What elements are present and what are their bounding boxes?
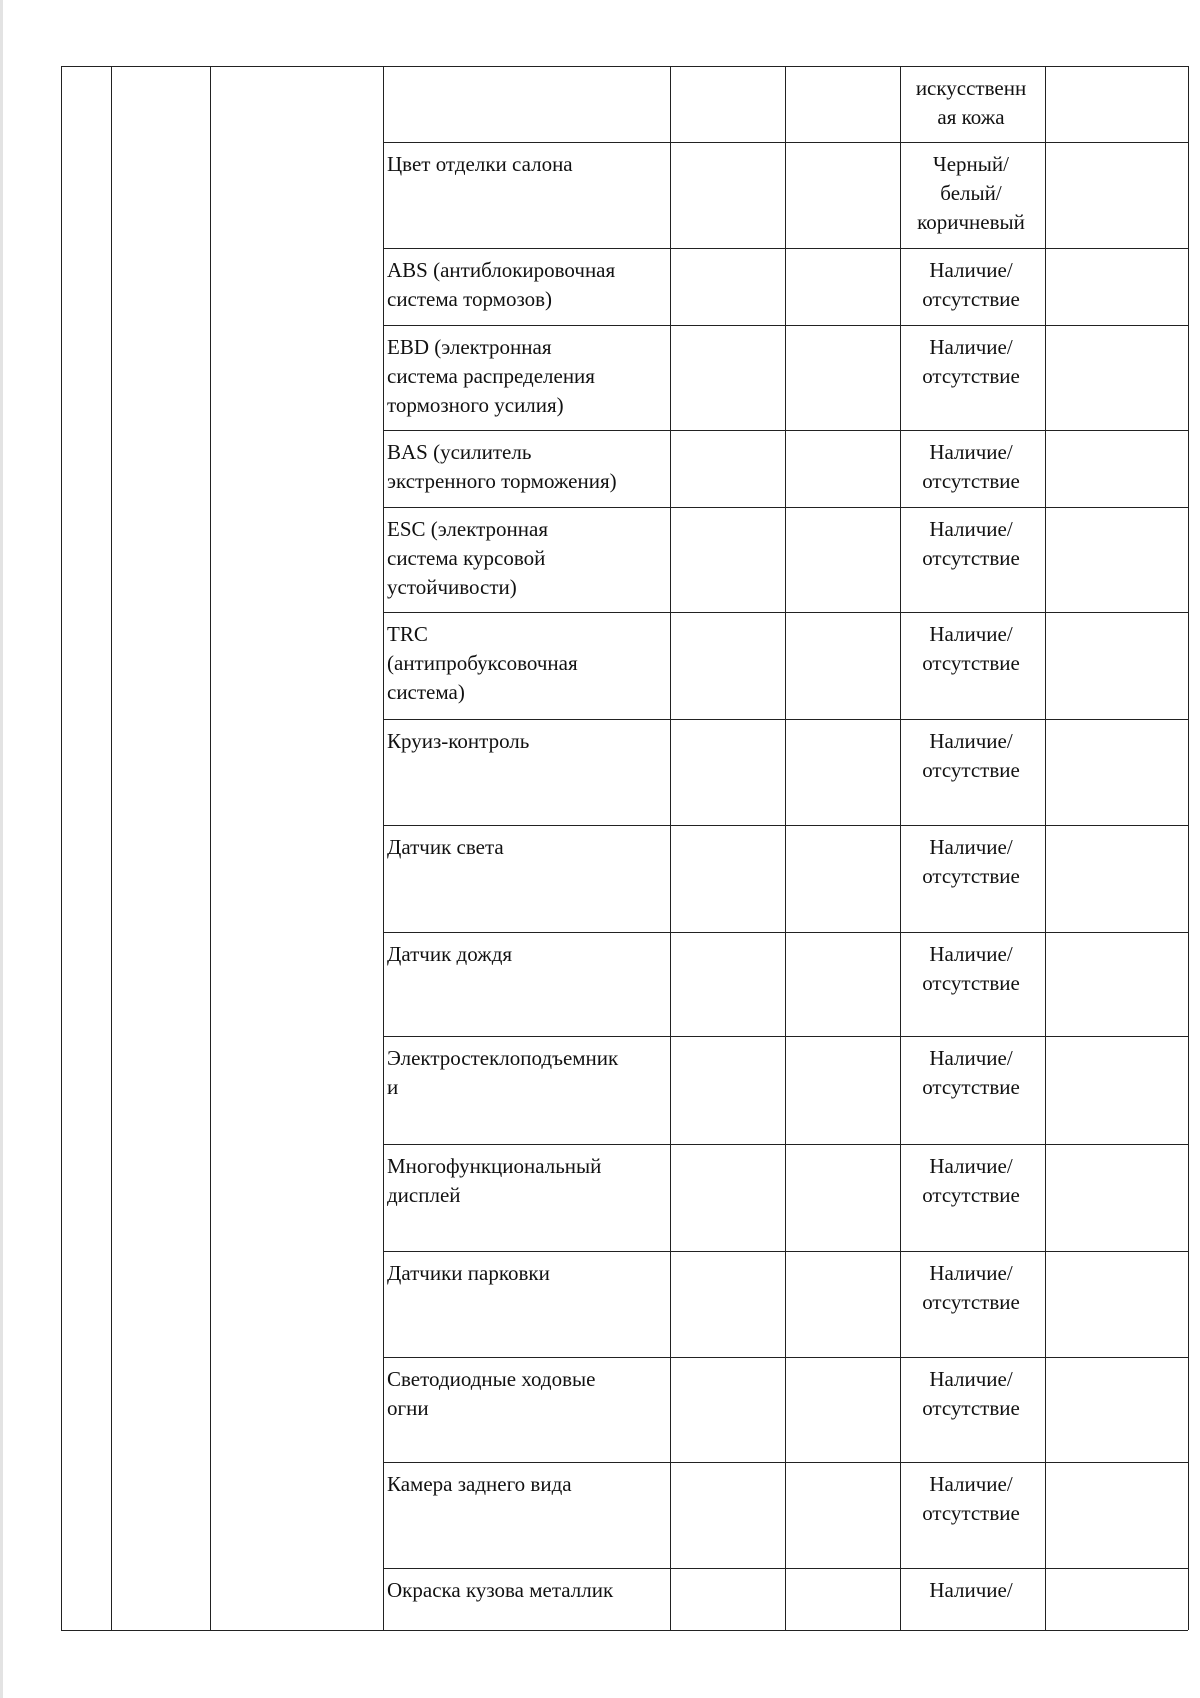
row-divider <box>383 1462 1188 1463</box>
value-cell: Наличие/ отсутствие <box>922 1046 1020 1099</box>
row-divider <box>383 719 1188 720</box>
parameter-cell: Датчики парковки <box>387 1261 550 1285</box>
parameter-cell: ESC (электронная система курсовой устойчивости) <box>387 517 549 599</box>
value-cell: Наличие/ отсутствие <box>922 1472 1020 1525</box>
parameter-cell: Датчик света <box>387 835 504 859</box>
row-divider <box>383 1568 1188 1569</box>
column-border-4 <box>1188 66 1189 1630</box>
parameter-cell: Многофункциональный дисплей <box>387 1154 602 1207</box>
parameter-cell: Круиз-контроль <box>387 729 530 753</box>
value-cell: Наличие/ отсутствие <box>922 440 1020 493</box>
value-cell: Наличие/ отсутствие <box>922 622 1020 675</box>
value-cell: Наличие/ отсутствие <box>922 517 1020 570</box>
parameter-cell: Светодиодные ходовые огни <box>387 1367 596 1420</box>
row-divider <box>383 932 1188 933</box>
row-divider <box>383 1251 1188 1252</box>
row-divider <box>383 248 1188 249</box>
column-divider-3 <box>1045 66 1046 1630</box>
column-border-1 <box>111 66 112 1630</box>
table-bottom-border <box>61 1630 1188 1631</box>
parameter-cell: TRC (антипробуксовочная система) <box>387 622 578 704</box>
value-cell: искусственн ая кожа <box>915 76 1027 129</box>
row-divider <box>383 1357 1188 1358</box>
parameter-cell: EBD (электронная система распределения тормозного усилия) <box>387 335 595 417</box>
value-cell: Наличие/ <box>929 1578 1013 1602</box>
column-border-2 <box>210 66 211 1630</box>
value-cell: Наличие/ отсутствие <box>922 729 1020 782</box>
column-divider-1 <box>785 66 786 1630</box>
parameter-cell: Камера заднего вида <box>387 1472 572 1496</box>
row-divider <box>383 142 1188 143</box>
row-divider <box>383 507 1188 508</box>
column-border-3 <box>383 66 384 1630</box>
value-cell: Наличие/ отсутствие <box>922 942 1020 995</box>
parameter-cell: ABS (антиблокировочная система тормозов) <box>387 258 616 311</box>
table-top-border <box>61 66 1188 67</box>
parameter-cell: Электростеклоподъемник и <box>387 1046 619 1099</box>
parameter-cell: BAS (усилитель экстренного торможения) <box>387 440 617 493</box>
row-divider <box>383 325 1188 326</box>
column-border-0 <box>61 66 62 1630</box>
parameter-cell: Цвет отделки салона <box>387 152 573 176</box>
value-cell: Наличие/ отсутствие <box>922 1261 1020 1314</box>
value-cell: Наличие/ отсутствие <box>922 835 1020 888</box>
value-cell: Наличие/ отсутствие <box>922 1367 1020 1420</box>
value-cell: Наличие/ отсутствие <box>922 335 1020 388</box>
column-divider-0 <box>670 66 671 1630</box>
row-divider <box>383 825 1188 826</box>
value-cell: Наличие/ отсутствие <box>922 1154 1020 1207</box>
row-divider <box>383 430 1188 431</box>
value-cell: Черный/ белый/ коричневый <box>917 152 1025 234</box>
parameter-cell: Окраска кузова металлик <box>387 1578 614 1602</box>
value-cell: Наличие/ отсутствие <box>922 258 1020 311</box>
scan-edge <box>0 0 3 1698</box>
row-divider <box>383 612 1188 613</box>
parameter-cell: Датчик дождя <box>387 942 513 966</box>
row-divider <box>383 1036 1188 1037</box>
row-divider <box>383 1144 1188 1145</box>
